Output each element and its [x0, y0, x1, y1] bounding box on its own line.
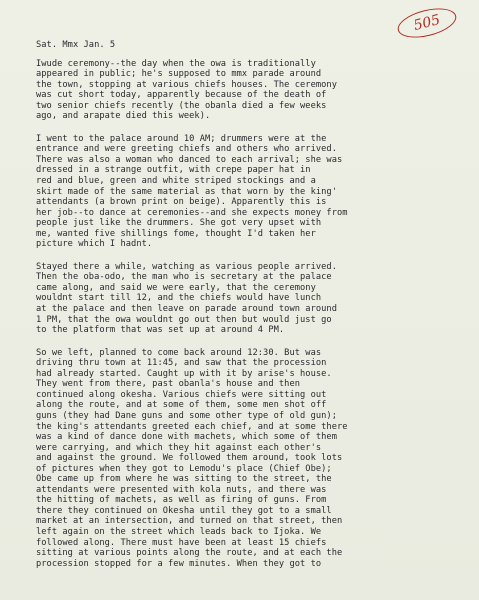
text-line: was a kind of dance done with machets, which some of them: [36, 432, 337, 443]
text-line: Obe came up from where he was sitting to the street, the: [36, 474, 332, 485]
text-line: I went to the palace around 10 AM; drummers were at the: [36, 133, 327, 144]
paragraph-3: [36, 262, 466, 336]
paragraph-1: [36, 59, 466, 122]
text-line: the hitting of machets, as well as firing of guns. From: [36, 495, 327, 506]
text-line: skirt made of the same material as that worn by the king': [36, 186, 337, 197]
text-line: Stayed there a while, watching as various people arrived.: [36, 261, 337, 272]
typed-text: [36, 40, 466, 569]
text-line: So we left, planned to come back around 12:30. But was: [36, 347, 322, 358]
page-number-stamp: 505: [395, 3, 460, 43]
text-line: entrance and were greeting chiefs and others who arrived.: [36, 144, 337, 155]
text-line: driving thru town at 11:45, and saw that the procession: [36, 358, 327, 369]
text-line: appeared in public; he's supposed to mmx parade around: [36, 69, 322, 80]
text-line: attendants were presented with kola nuts, and there was: [36, 484, 327, 495]
text-line: at the palace and then leave on parade around town around: [36, 304, 337, 315]
text-line: followed along. There must have been at least 15 chiefs: [36, 537, 327, 548]
text-line: was cut short today, apparently because of the death of: [36, 90, 327, 101]
text-line: people just like the drummers. She got very upset with: [36, 218, 322, 229]
text-line: Then the oba-odo, the man who is secretary at the palace: [36, 272, 332, 283]
text-line: came along, and said we were early, that the ceremony: [36, 282, 316, 293]
paragraph-2: [36, 134, 466, 250]
text-line: me, wanted five shillings fome, thought I'd taken her: [36, 228, 316, 239]
date-header: Sat. Mmx Jan. 5: [36, 40, 116, 50]
text-line: There was also a woman who danced to each arrival; she was: [36, 154, 343, 165]
text-line: the king's attendants greeted each chief, and at some there: [36, 421, 348, 432]
text-line: the town, stopping at various chiefs houses. The ceremony: [36, 79, 337, 90]
text-line: two senior chiefs recently (the obanla died a few weeks: [36, 100, 327, 111]
text-line: market at an intersection, and turned on that street, then: [36, 516, 343, 527]
text-line: Iwude ceremony--the day when the owa is traditionally: [36, 58, 316, 69]
text-line: guns (they had Dane guns and some other type of old gun);: [36, 410, 337, 421]
text-line: procession stopped for a few minutes. When they got to: [36, 558, 322, 569]
text-line: 1 PM, that the owa wouldnt go out then but would just go: [36, 314, 332, 325]
text-line: along the route, and at some of them, some men shot off: [36, 400, 327, 411]
text-line: attendants (a brown print on beige). Apparently this is: [36, 197, 327, 208]
text-line: ago, and arapate died this week).: [36, 111, 211, 122]
text-line: sitting at various points along the route, and at each the: [36, 548, 343, 559]
text-line: red and blue, green and white striped stockings and a: [36, 176, 316, 187]
text-line: of pictures when they got to Lemodu's place (Chief Obe);: [36, 463, 332, 474]
text-line: dressed in a strange outfit, with crepe paper hat in: [36, 165, 311, 176]
text-line: were carrying, and which they hit against each other's: [36, 442, 322, 453]
text-line: picture which I hadnt.: [36, 239, 153, 250]
text-line: had already started. Caught up with it by arise's house.: [36, 368, 332, 379]
text-line: wouldnt start till 12, and the chiefs would have lunch: [36, 293, 322, 304]
text-line: continued along okesha. Various chiefs were sitting out: [36, 389, 327, 400]
text-line: to the platform that was set up at around 4 PM.: [36, 325, 285, 336]
text-line: They went from there, past obanla's house and then: [36, 379, 301, 390]
text-line: and against the ground. We followed them around, took lots: [36, 453, 343, 464]
text-line: her job--to dance at ceremonies--and she expects money from: [36, 207, 348, 218]
text-line: there they continued on Okesha until they got to a small: [36, 505, 332, 516]
text-line: left again on the street which leads back to Ijoka. We: [36, 526, 322, 537]
paragraph-4: [36, 348, 466, 569]
